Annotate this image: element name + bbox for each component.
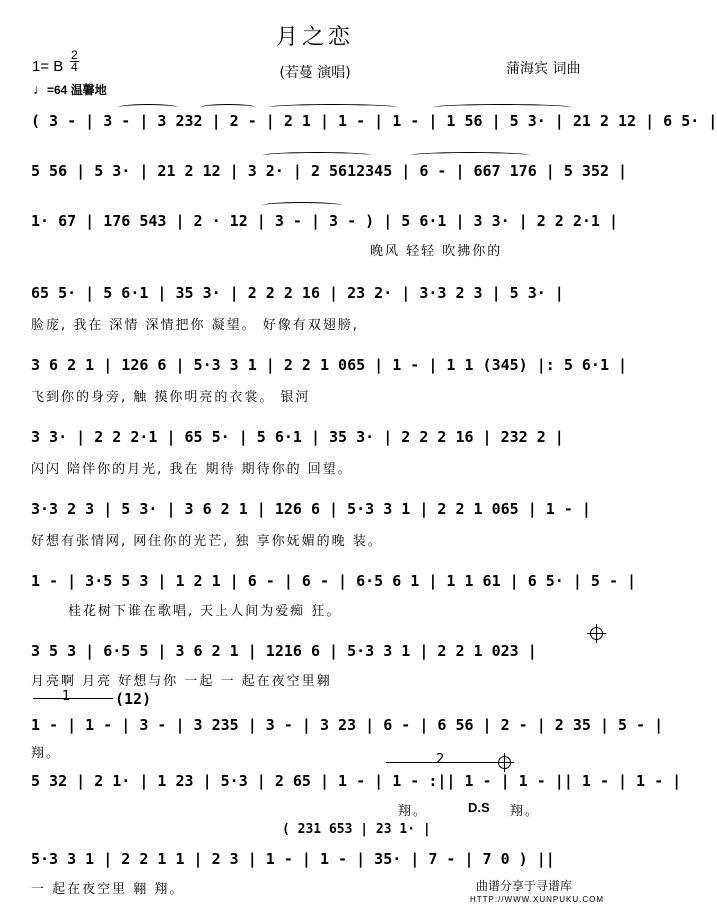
score-line-7: 3·3 2 3 | 5 3· | 3 6 2 1 | 126 6 | 5·3 3 1 | 2 2 1 065 | 1 - | bbox=[31, 500, 591, 518]
site-url[interactable]: HTTP://WWW.XUNPUKU.COM bbox=[470, 895, 604, 904]
coda-icon bbox=[590, 627, 603, 640]
score-line-2: 5 56 | 5 3· | 21 2 12 | 3 2· | 2 5612345 | 6 - | 667 176 | 5 352 | bbox=[31, 162, 628, 180]
site-footer: 曲谱分享于寻谱库 bbox=[476, 879, 573, 893]
volta-1-label: 1 bbox=[62, 689, 71, 704]
score-line-5: 3 6 2 1 | 126 6 | 5·3 3 1 | 2 2 1 065 | 1 - | 1 1 (345) |: 5 6·1 | bbox=[31, 356, 628, 374]
lyric-line-11b: 翔。 bbox=[510, 804, 541, 819]
lyric-line-8: 桂花树下谁在歌唱, 天上人间为爱痴 狂。 bbox=[68, 604, 342, 619]
time-signature bbox=[70, 50, 79, 73]
score-line-3: 1· 67 | 176 543 | 2 · 12 | 3 - | 3 - ) | 5 6·1 | 3 3· | 2 2 2·1 | bbox=[31, 212, 618, 230]
ds-marking: D.S bbox=[468, 800, 490, 815]
score-line-1: ( 3 - | 3 - | 3 232 | 2 - | 2 1 | 1 - | 1 - | 1 56 | 5 3· | 21 2 12 | 6 5· | bbox=[31, 112, 717, 130]
composer-credit: 蒲海宾 词曲 bbox=[506, 61, 581, 77]
tempo-expression: 温馨地 bbox=[70, 83, 107, 97]
performer-subtitle: (若蔓 演唱) bbox=[279, 65, 351, 81]
score-line-11: 5 32 | 2 1· | 1 23 | 5·3 | 2 65 | 1 - | 1 - :|| 1 - | 1 - || 1 - | 1 - | bbox=[31, 772, 682, 790]
volta-2-repeat-label: (12) bbox=[115, 690, 152, 708]
lyric-line-7: 好想有张情网, 网住你的光芒, 独 享你妩媚的晚 装。 bbox=[31, 534, 383, 549]
lyric-line-5: 飞到你的身旁, 触 摸你明亮的衣裳。 银河 bbox=[31, 390, 311, 405]
quarter-note-icon: ♩ bbox=[33, 81, 47, 97]
score-line-8: 1 - | 3·5 5 3 | 1 2 1 | 6 - | 6 - | 6·5 6 1 | 1 1 61 | 6 5· | 5 - | bbox=[31, 572, 637, 590]
volta-2-label: 2 bbox=[436, 752, 445, 767]
lyric-line-4: 脸庞, 我在 深情 深情把你 凝望。 好像有双翅膀, bbox=[31, 318, 359, 333]
score-line-6: 3 3· | 2 2 2·1 | 65 5· | 5 6·1 | 35 3· | 2 2 2 16 | 232 2 | bbox=[31, 428, 564, 446]
score-line-9: 3 5 3 | 6·5 5 | 3 6 2 1 | 1216 6 | 5·3 3 1 | 2 2 1 023 | bbox=[31, 642, 537, 660]
lyric-line-9: 月亮啊 月亮 好想与你 一起 一 起在夜空里翱 bbox=[31, 674, 332, 689]
tempo-value: =64 bbox=[47, 83, 68, 97]
meter-bottom: 4 bbox=[71, 60, 78, 74]
coda-icon-2 bbox=[498, 756, 511, 769]
meter-top: 2 bbox=[71, 48, 78, 62]
lyric-line-3: 晚风 轻轻 吹拂你的 bbox=[370, 244, 503, 259]
key-signature: 1= B bbox=[32, 58, 64, 75]
song-title: 月之恋 bbox=[275, 25, 354, 50]
score-line-4: 65 5· | 5 6·1 | 35 3· | 2 2 2 16 | 23 2· | 3·3 2 3 | 5 3· | bbox=[31, 284, 564, 302]
lyric-line-10: 翔。 bbox=[31, 746, 62, 761]
score-line-12-upper: ( 231 653 | 23 1· | bbox=[282, 822, 431, 837]
lyric-line-12: 一 起在夜空里 翱 翔。 bbox=[31, 882, 185, 897]
lyric-line-11a: 翔。 bbox=[398, 804, 429, 819]
tempo-marking bbox=[33, 81, 107, 98]
score-line-12: 5·3 3 1 | 2 2 1 1 | 2 3 | 1 - | 1 - | 35· | 7 - | 7 0 ) || bbox=[31, 850, 555, 868]
score-line-10: 1 - | 1 - | 3 - | 3 235 | 3 - | 3 23 | 6 - | 6 56 | 2 - | 2 35 | 5 - | bbox=[31, 716, 664, 734]
lyric-line-6: 闪闪 陪伴你的月光, 我在 期待 期待你的 回望。 bbox=[31, 462, 353, 477]
